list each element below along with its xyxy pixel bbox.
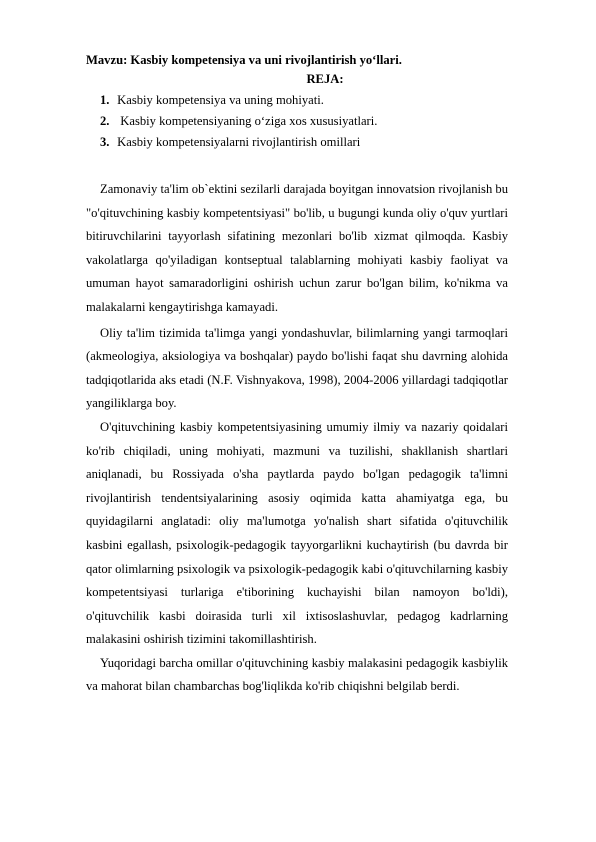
document-title: Mavzu: Kasbiy kompetensiya va uni rivojlantirish yo‘llari. xyxy=(86,53,402,67)
document-page xyxy=(86,52,508,699)
plan-item-number: 2. xyxy=(100,114,110,128)
body-paragraph: O'qituvchining kasbiy kompetentsiyasining umumiy ilmiy va nazariy qoidalari ko'rib chiqiladi, uning mohiyati, mazmuni va tuzilishi, shakllanish shartlari aniqlanadi, bu Rossiyada o'sha paytlarda paydo bo'lgan pedagogik ta'limni rivojlantirish tendentsiyalarining asosiy oqimida katta ahamiyatga ega, bu quyidagilarni anglatadi: oliy ma'lumotga yo'nalish shart sifatida o'qituvchilik kasbini egallash, psixologik-pedagogik tayyorgarlikni kuchaytirish (bu davrda bir qator olimlarning psixologik va psixologik-pedagogik kabi o'qituvchilarning kasbiy kompetentsiyasi turlariga e'tiborining kuchayishi bilan namoyon bo'ldi), o'qituvchilik kasbi doirasida turli xil ixtisoslashuvlar, pedagog kadrlarning malakasini oshirish tizimini takomillashtirish. xyxy=(86,419,508,647)
body-paragraph: Oliy ta'lim tizimida ta'limga yangi yondashuvlar, bilimlarning yangi tarmoqlari (akmeologiya, aksiologiya va boshqalar) paydo bo'lishi faqat shu davrning alohida tadqiqotlarida aks etadi (N.F. Vishnyakova, 1998), 2004-2006 yillardagi tadqiqotlar yangiliklarga boy. xyxy=(86,325,508,411)
plan-list xyxy=(86,90,508,153)
body-paragraph: Yuqoridagi barcha omillar o'qituvchining kasbiy malakasini pedagogik kasbiylik va mahorat bilan chambarchas bog'liqlikda ko'rib chiqishni belgilab berdi. xyxy=(86,655,508,694)
plan-item-number: 3. xyxy=(100,135,110,149)
plan-item-text: Kasbiy kompetensiya va uning mohiyati. xyxy=(117,93,324,107)
body-paragraph: Zamonaviy ta'lim ob`ektini sezilarli darajada boyitgan innovatsion rivojlanish bu "o'qituvchining kasbiy kompetentsiyasi" bo'lib, u bugungi kunda oliy o'quv yurtlari bitiruvchilarini tayyorlash sifatining mezonlari bo'lib xizmat qilmoqda. Kasbiy vakolatlarga qo'yiladigan kontseptual talablarning mohiyati kasbiy faoliyat va umuman hayot samaradorligini oshirish uchun zarur bo'lgan bilim, ko'nikma va malakalarni kengaytirishga kamayadi. xyxy=(86,182,508,314)
plan-item xyxy=(100,90,508,111)
plan-item-number: 1. xyxy=(100,93,110,107)
plan-item xyxy=(100,111,508,132)
plan-heading: REJA: xyxy=(306,72,344,86)
plan-item-text: Kasbiy kompetensiyaning o‘ziga xos xususiyatlari. xyxy=(117,114,378,128)
plan-item-text: Kasbiy kompetensiyalarni rivojlantirish omillari xyxy=(117,135,361,149)
plan-item xyxy=(100,132,508,153)
